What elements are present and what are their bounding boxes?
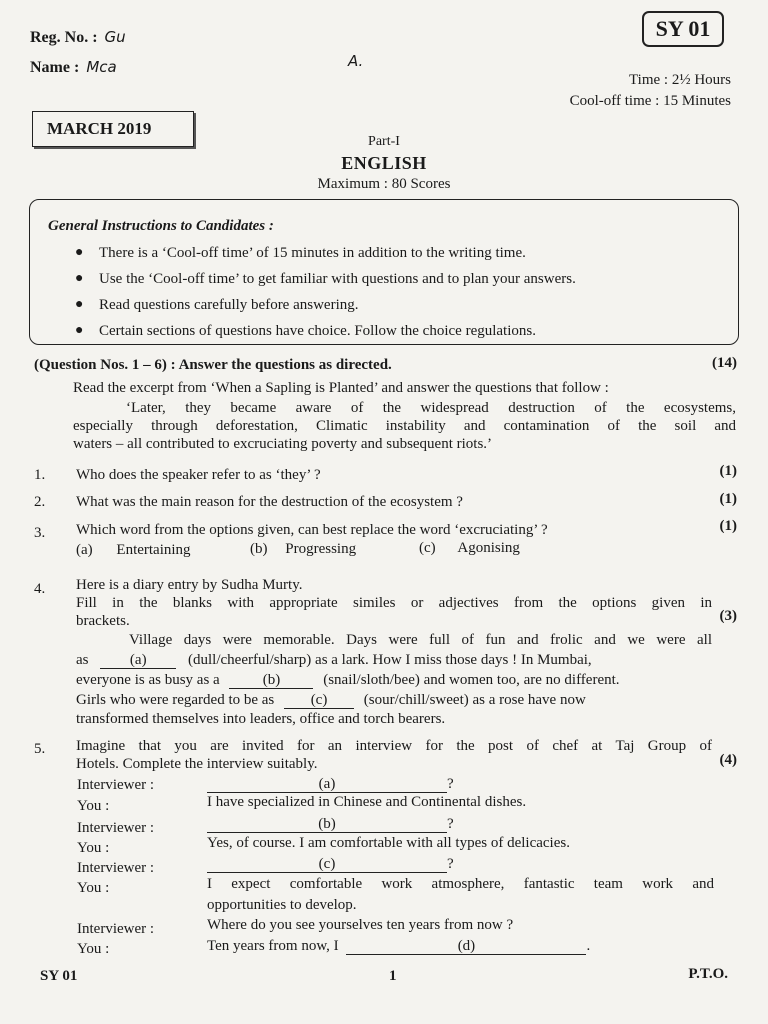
speaker-label: Interviewer :: [77, 777, 155, 793]
instruction-text: Read questions carefully before answering.: [99, 297, 359, 313]
interview-answer: Yes, of course. I am comfortable with all types of delicacies.: [207, 835, 570, 851]
full-stop: .: [586, 938, 591, 954]
name-label: Name :: [30, 59, 80, 76]
diary-text: (dull/cheerful/sharp) as a lark. How I miss those days ! In Mumbai,: [188, 652, 592, 668]
speaker-label: You :: [77, 941, 110, 957]
speaker-label: You :: [77, 798, 110, 814]
q4-number: 4.: [34, 581, 46, 597]
excerpt-intro: Read the excerpt from ‘When a Sapling is Planted’ and answer the questions that follow :: [73, 380, 609, 396]
interview-answer: I have specialized in Chinese and Continental dishes.: [207, 794, 527, 810]
question-mark: ?: [447, 856, 454, 872]
option-text: Progressing: [285, 541, 357, 557]
time-duration: Time : 2½ Hours: [629, 72, 731, 88]
excerpt-line-2: especially through deforestation, Climatic instability and contamination of the soil and: [73, 418, 736, 434]
instruction-item: [75, 240, 725, 266]
q2-number: 2.: [34, 494, 46, 510]
q5-line-2: Hotels. Complete the interview suitably.: [76, 756, 318, 772]
interview-row-d: [207, 938, 590, 955]
bullet-icon: ●: [75, 297, 84, 312]
blank-a: (a): [100, 652, 176, 669]
q3-text: Which word from the options given, can best replace the word ‘excruciating’ ?: [76, 522, 548, 538]
bullet-icon: ●: [75, 323, 84, 338]
option-key: (b): [250, 541, 268, 557]
instructions-box: [29, 199, 739, 345]
max-score: Maximum : 80 Scores: [317, 176, 451, 192]
excerpt-line-1: ‘Later, they became aware of the widespread destruction of the ecosystems,: [126, 400, 736, 416]
section-marks: (14): [712, 355, 737, 371]
option-text: Entertaining: [116, 542, 191, 558]
diary-text: everyone is as busy as a: [76, 672, 220, 688]
section-title: (Question Nos. 1 – 6) : Answer the questions as directed.: [34, 357, 392, 373]
reg-no-label: Reg. No. :: [30, 29, 98, 46]
part-label: Part-I: [368, 134, 400, 149]
diary-line-3: [76, 672, 620, 689]
q2-text: What was the main reason for the destruction of the ecosystem ?: [76, 494, 463, 510]
interview-answer: I expect comfortable work atmosphere, fantastic team work and: [207, 876, 714, 892]
question-mark: ?: [447, 816, 454, 832]
instruction-text: There is a ‘Cool-off time’ of 15 minutes in addition to the writing time.: [99, 245, 526, 261]
subject-title: ENGLISH: [341, 153, 427, 173]
interview-row-c: [207, 856, 454, 873]
q3-option-a: [76, 542, 191, 559]
q5-number: 5.: [34, 741, 46, 757]
diary-text: Girls who were regarded to be as: [76, 692, 275, 708]
blank-d: (d): [346, 938, 586, 955]
q5-marks: (4): [719, 752, 737, 768]
option-key: (c): [419, 540, 436, 556]
option-key: (a): [76, 542, 93, 558]
bullet-icon: ●: [75, 245, 84, 260]
q1-text: Who does the speaker refer to as ‘they’ ?: [76, 467, 321, 483]
name-handwritten: Mca: [86, 58, 117, 76]
q4-line-2: Fill in the blanks with appropriate similes or adjectives from the options given in: [76, 595, 712, 611]
blank-b: (b): [229, 672, 313, 689]
instructions-list: [75, 240, 725, 344]
q4-marks: (3): [719, 608, 737, 624]
interview-row-b: [207, 816, 454, 833]
diary-line-5: transformed themselves into leaders, office and torch bearers.: [76, 711, 446, 727]
instructions-title: General Instructions to Candidates :: [48, 218, 274, 234]
diary-line-2: [76, 652, 592, 669]
question-mark: ?: [447, 776, 454, 792]
blank-b: (b): [207, 816, 447, 833]
instruction-item: [75, 292, 725, 318]
speaker-label: Interviewer :: [77, 921, 155, 937]
instruction-text: Use the ‘Cool-off time’ to get familiar with questions and to plan your answers.: [99, 271, 576, 287]
name-line: [30, 58, 117, 77]
q5-line-1: Imagine that you are invited for an interview for the post of chef at Taj Group of: [76, 738, 712, 754]
speaker-label: Interviewer :: [77, 860, 155, 876]
q3-number: 3.: [34, 525, 46, 541]
diary-text: (snail/sloth/bee) and women too, are no different.: [323, 672, 620, 688]
pto-label: P.T.O.: [688, 966, 728, 982]
interview-answer-cont: opportunities to develop.: [207, 897, 357, 913]
stray-handwritten-mark: A.: [348, 52, 364, 70]
paper-code-box: SY 01: [642, 11, 724, 47]
speaker-label: You :: [77, 880, 110, 896]
diary-line-4: [76, 692, 586, 709]
q4-line-3: brackets.: [76, 613, 130, 629]
option-text: Agonising: [457, 540, 520, 556]
instruction-text: Certain sections of questions have choice. Follow the choice regulations.: [99, 323, 536, 339]
q3-option-c: [419, 540, 520, 557]
time-info: [570, 70, 731, 112]
footer-code: SY 01: [40, 968, 78, 984]
q4-line-1: Here is a diary entry by Sudha Murty.: [76, 577, 303, 593]
instruction-item: [75, 318, 725, 344]
blank-c: (c): [207, 856, 447, 873]
diary-line-1: Village days were memorable. Days were full of fun and frolic and we were all: [129, 632, 712, 648]
excerpt-line-3: waters – all contributed to excruciating poverty and subsequent riots.’: [73, 436, 493, 452]
instruction-item: [75, 266, 725, 292]
blank-a: (a): [207, 776, 447, 793]
q1-number: 1.: [34, 467, 46, 483]
q2-marks: (1): [719, 491, 737, 507]
interview-question: Where do you see yourselves ten years from now ?: [207, 917, 514, 933]
page-number: 1: [389, 968, 397, 984]
q3-option-b: [250, 541, 356, 558]
cooloff-time: Cool-off time : 15 Minutes: [569, 93, 731, 109]
speaker-label: Interviewer :: [77, 820, 155, 836]
diary-text: (sour/chill/sweet) as a rose have now: [363, 692, 586, 708]
exam-date: MARCH 2019: [47, 119, 152, 138]
interview-answer: Ten years from now, I: [207, 938, 339, 954]
speaker-label: You :: [77, 840, 110, 856]
diary-text: as: [76, 652, 89, 668]
blank-c: (c): [284, 692, 354, 709]
q1-marks: (1): [719, 463, 737, 479]
interview-row-a: [207, 776, 454, 793]
reg-no-line: [30, 28, 126, 47]
reg-no-handwritten: Gu: [104, 28, 126, 46]
bullet-icon: ●: [75, 271, 84, 286]
q3-marks: (1): [719, 518, 737, 534]
